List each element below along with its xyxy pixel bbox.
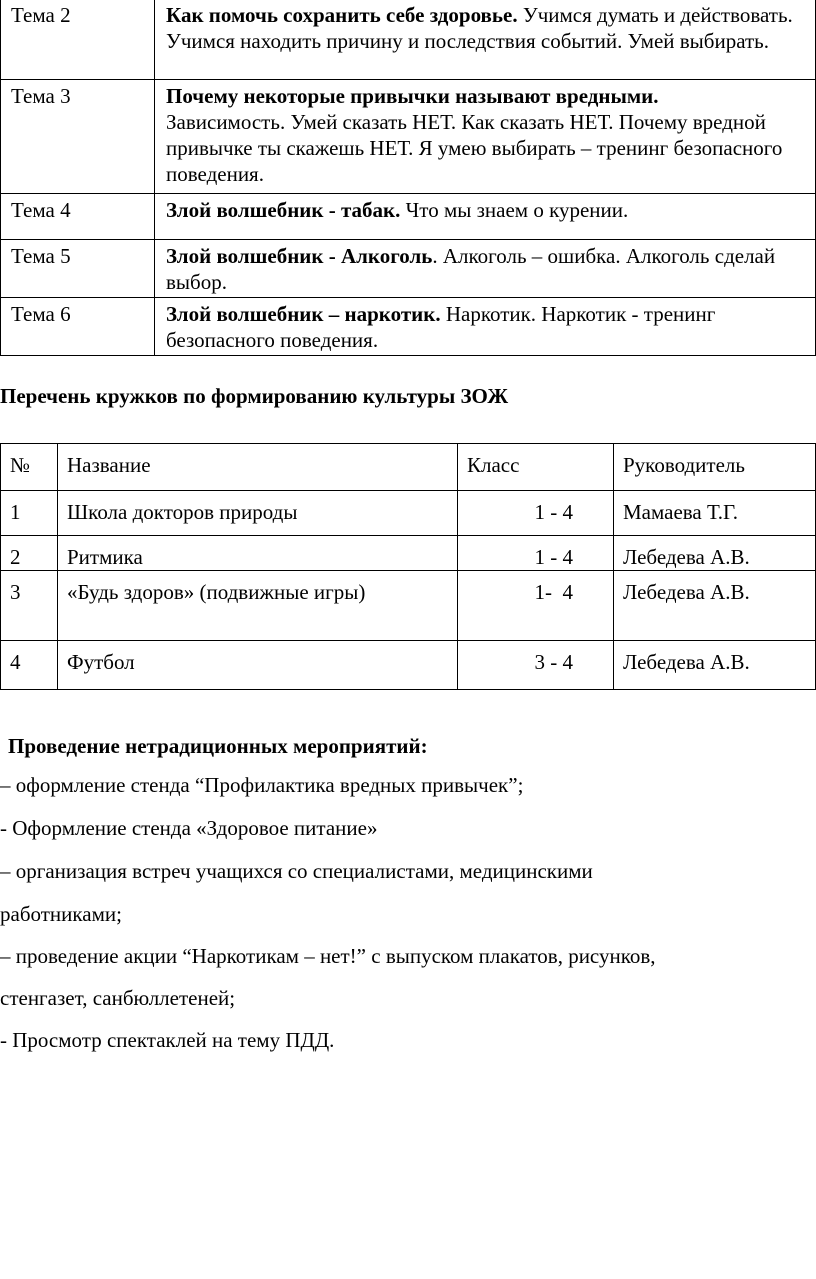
event-line: - Просмотр спектаклей на тему ПДД. [0, 1028, 335, 1052]
club-leader: Лебедева А.В. [614, 641, 816, 690]
clubs-table [0, 443, 816, 690]
club-leader: Мамаева Т.Г. [614, 491, 816, 536]
topics-table [0, 0, 816, 356]
topic-title: Злой волшебник - Алкоголь [166, 244, 433, 268]
topic-title: Злой волшебник – наркотик. [166, 302, 441, 326]
topic-text: Учимся думать и действовать. Учимся находить причину и последствия событий. Умей выбирать. [166, 3, 793, 53]
event-line: работниками; [0, 902, 122, 926]
club-num: 2 [1, 536, 58, 571]
header-class: Класс [458, 444, 614, 491]
topic-theme: Тема 6 [1, 298, 155, 356]
table-row [1, 641, 816, 690]
club-class: 1 - 4 [458, 491, 614, 536]
club-name: Ритмика [58, 536, 458, 571]
topic-text: Зависимость. Умей сказать НЕТ. Как сказать НЕТ. Почему вредной привычке ты скажешь НЕТ. Я умею выбирать – тренинг безопасного поведения. [166, 110, 783, 186]
clubs-header-row [1, 444, 816, 491]
topic-text: Что мы знаем о курении. [405, 198, 629, 222]
topic-theme: Тема 3 [1, 80, 155, 194]
club-leader: Лебедева А.В. [614, 536, 816, 571]
club-class: 1 - 4 [458, 536, 614, 571]
topic-description [155, 80, 816, 194]
topic-row [1, 80, 816, 194]
club-name: Футбол [58, 641, 458, 690]
club-name: Школа докторов природы [58, 491, 458, 536]
topic-description [155, 240, 816, 298]
club-leader: Лебедева А.В. [614, 571, 816, 641]
event-line: стенгазет, санбюллетеней; [0, 986, 236, 1010]
topic-title: Злой волшебник - табак. [166, 198, 401, 222]
header-leader: Руководитель [614, 444, 816, 491]
header-name: Название [58, 444, 458, 491]
header-num: № [1, 444, 58, 491]
club-class: 3 - 4 [458, 641, 614, 690]
topic-title: Почему некоторые привычки называют вредными. [166, 84, 659, 108]
topic-text: . Алкоголь – ошибка. Алкоголь сделай выбор. [166, 244, 776, 294]
event-line: - Оформление стенда «Здоровое питание» [0, 816, 378, 840]
topic-theme: Тема 5 [1, 240, 155, 298]
event-line: – оформление стенда “Профилактика вредных привычек”; [0, 773, 524, 797]
topic-description [155, 298, 816, 356]
club-num: 1 [1, 491, 58, 536]
topic-text: Наркотик. Наркотик - тренинг безопасного поведения. [166, 302, 716, 352]
topic-row [1, 194, 816, 240]
club-num: 4 [1, 641, 58, 690]
table-row [1, 571, 816, 641]
topic-row [1, 240, 816, 298]
event-line: – организация встреч учащихся со специалистами, медицинскими [0, 859, 593, 883]
topic-theme: Тема 2 [1, 0, 155, 80]
topic-description [155, 0, 816, 80]
club-class: 1- 4 [458, 571, 614, 641]
table-row [1, 536, 816, 571]
topic-description [155, 194, 816, 240]
topic-row [1, 298, 816, 356]
club-num: 3 [1, 571, 58, 641]
topic-title: Как помочь сохранить себе здоровье. [166, 3, 518, 27]
table-row [1, 491, 816, 536]
event-line: – проведение акции “Наркотикам – нет!” с выпуском плакатов, рисунков, [0, 944, 656, 968]
club-name: «Будь здоров» (подвижные игры) [58, 571, 458, 641]
events-title: Проведение нетрадиционных мероприятий: [8, 734, 428, 758]
clubs-heading: Перечень кружков по формированию культуры ЗОЖ [0, 384, 509, 408]
topic-theme: Тема 4 [1, 194, 155, 240]
topic-row [1, 0, 816, 80]
